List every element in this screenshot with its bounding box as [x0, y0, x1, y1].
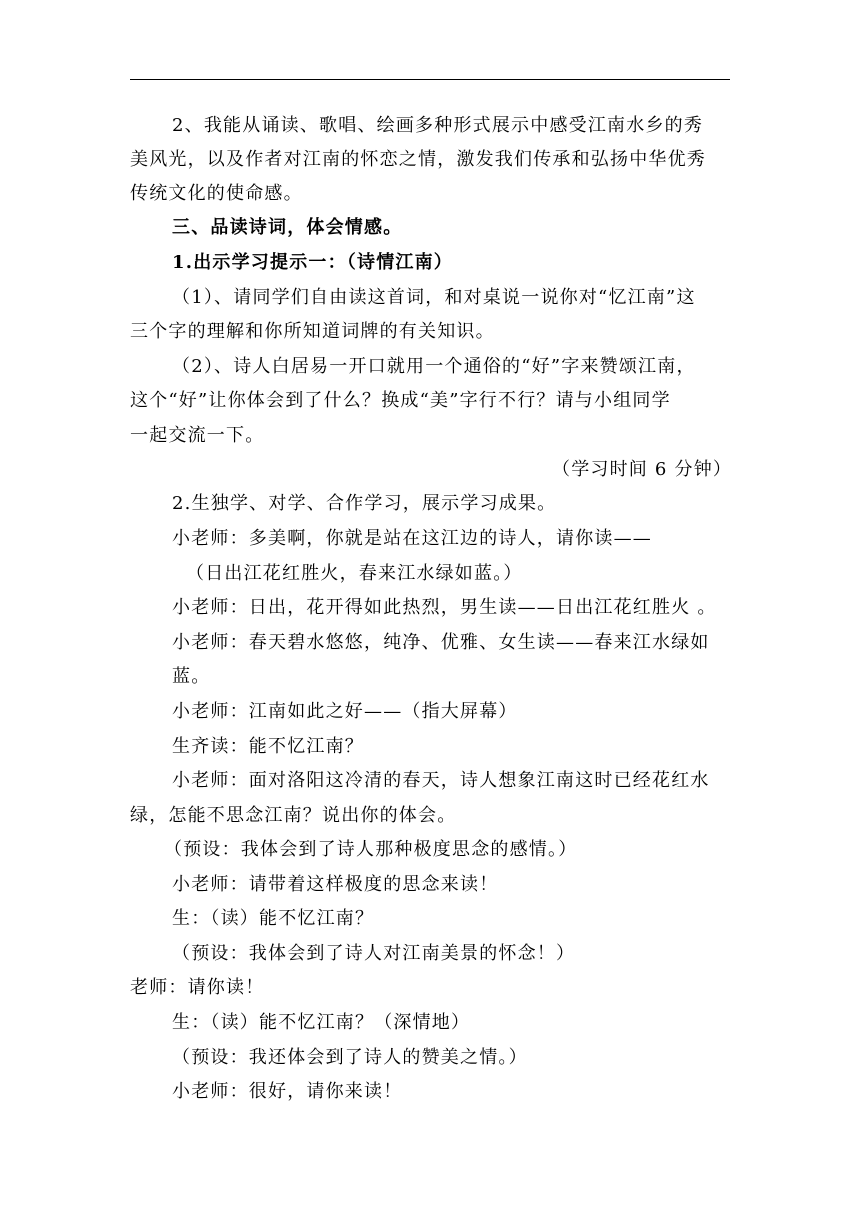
dialogue-line: 生：（读）能不忆江南？（深情地） — [172, 1012, 471, 1033]
dialogue-line: 老师：请你读！ — [130, 977, 265, 998]
preset-note: （预设：我还体会到了诗人的赞美之情。） — [172, 1047, 528, 1068]
preset-note: （预设：我体会到了诗人那种极度思念的感情。） — [164, 839, 578, 860]
dialogue-line: 生：（读）能不忆江南？ — [172, 908, 375, 929]
preset-note: （预设：我体会到了诗人对江南美景的怀念！） — [172, 943, 576, 964]
dialogue-line: 小老师：请带着这样极度的思念来读！ — [172, 874, 499, 895]
poem-quote-line: （日出江花红胜火，春来江水绿如蓝。） — [186, 563, 523, 584]
paragraph-line: 传统文化的使命感。 — [130, 183, 303, 204]
dialogue-line: 小老师：多美啊，你就是站在这江边的诗人，请你读—— — [172, 528, 652, 549]
paragraph-line: （2）、诗人白居易一开口就用一个通俗的“好”字来赞颂江南， — [172, 356, 696, 377]
paragraph-line: （1）、请同学们自由读这首词，和对桌说一说你对“忆江南”这 — [172, 287, 696, 308]
paragraph-line: 这个“好”让你体会到了什么？换成“美”字行不行？请与小组同学 — [130, 390, 671, 411]
subsection-heading: 1.出示学习提示一：（诗情江南） — [172, 252, 453, 273]
dialogue-line: 小老师：春天碧水悠悠，纯净、优雅、女生读——春来江水绿如 — [172, 632, 710, 653]
paragraph-line: 2.生独学、对学、合作学习，展示学习成果。 — [172, 493, 557, 514]
dialogue-line: 小老师：很好，请你来读！ — [172, 1081, 403, 1102]
dialogue-line: 绿，怎能不思念江南？说出你的体会。 — [130, 805, 457, 826]
paragraph-line: 美风光，以及作者对江南的怀恋之情，激发我们传承和弘扬中华优秀 — [130, 149, 706, 170]
dialogue-line: 小老师：面对洛阳这冷清的春天，诗人想象江南这时已经花红水 — [172, 770, 710, 791]
header-rule — [130, 79, 730, 80]
dialogue-line: 生齐读：能不忆江南？ — [172, 736, 364, 757]
dialogue-line: 小老师：江南如此之好——（指大屏幕） — [172, 701, 518, 722]
section-heading: 三、品读诗词，体会情感。 — [172, 217, 403, 238]
dialogue-line: 小老师：日出，花开得如此热烈，男生读——日出江花红胜火 。 — [172, 597, 717, 618]
time-note: （学习时间 6 分钟） — [552, 459, 733, 480]
paragraph-line: 一起交流一下。 — [130, 425, 265, 446]
paragraph-line: 2、我能从诵读、歌唱、绘画多种形式展示中感受江南水乡的秀 — [172, 115, 704, 136]
dialogue-line: 蓝。 — [172, 666, 211, 687]
paragraph-line: 三个字的理解和你所知道词牌的有关知识。 — [130, 321, 495, 342]
